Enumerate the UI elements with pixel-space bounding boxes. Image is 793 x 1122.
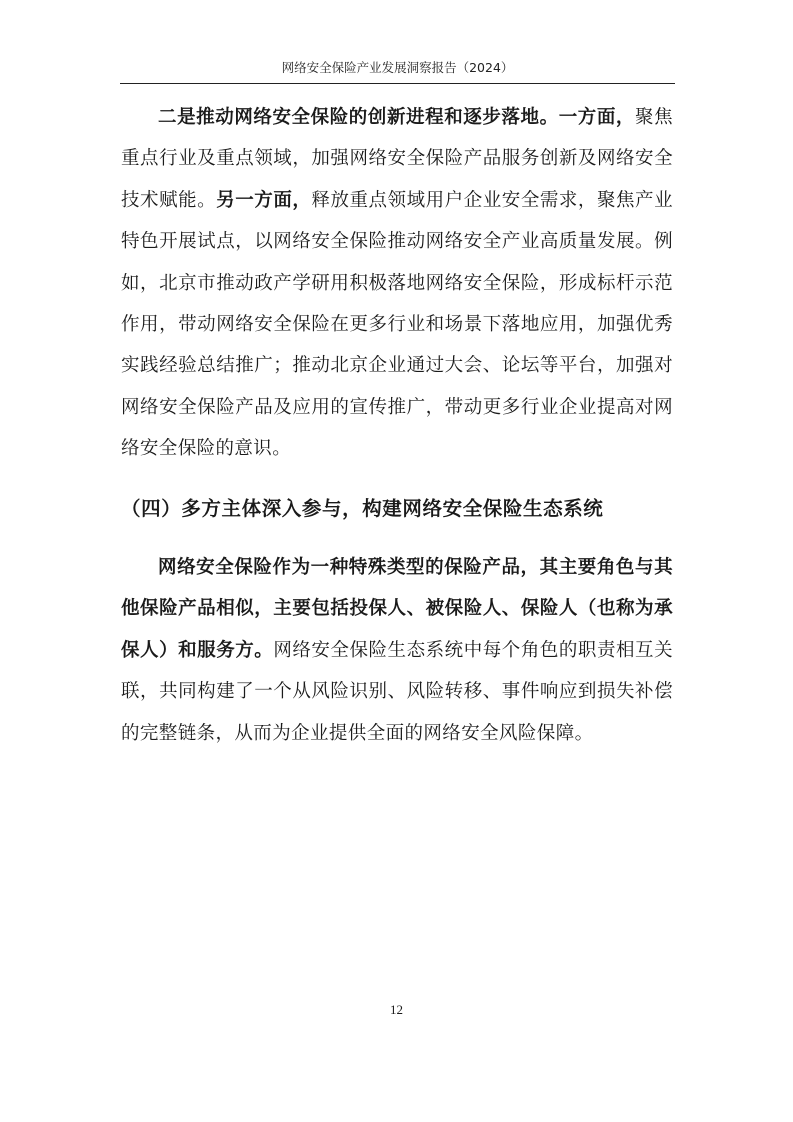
paragraph-lead-bold: 二是推动网络安全保险的创新进程和逐步落地。 — [158, 107, 559, 128]
paragraph-text-1: 聚焦重点行业及重点领域，加强网络安全保险产品服务创新及网络安全技术赋能。 — [121, 107, 673, 211]
first-hand-bold: 一方面， — [558, 107, 636, 128]
paragraph-text-2: 释放重点领域用户企业安全需求，聚焦产业特色开展试点，以网络安全保险推动网络安全产业高质量发展。例如，北京市推动政产学研用积极落地网络安全保险，形成标杆示范作用，带动网络安全保险在更多行业和场景下落地应用，加强优秀实践经验总结推广；推动北京企业通过大会、论坛等平台，加强对网络安全保险产品及应用的宣传推广，带动更多行业企业提高对网络安全保险的意识。 — [121, 189, 673, 460]
ecosystem-bold-text: 网络安全保险作为一种特殊类型的保险产品，其主要角色与其他保险产品相似，主要包括投保人、被保险人、保险人（也称为承保人）和服务方。 — [121, 557, 673, 661]
paragraph-innovation — [121, 97, 673, 470]
paragraph-ecosystem — [121, 547, 673, 754]
other-hand-bold: 另一方面， — [216, 189, 312, 211]
section-heading: （四）多方主体深入参与，构建网络安全保险生态系统 — [121, 497, 604, 520]
page-number: 12 — [390, 1002, 403, 1017]
header-divider — [120, 83, 675, 84]
ecosystem-text: 网络安全保险生态系统中每个角色的职责相互关联，共同构建了一个从风险识别、风险转移、事件响应到损失补偿的完整链条，从而为企业提供全面的网络安全风险保障。 — [121, 639, 673, 744]
page-header: 网络安全保险产业发展洞察报告（2024） — [281, 60, 514, 75]
